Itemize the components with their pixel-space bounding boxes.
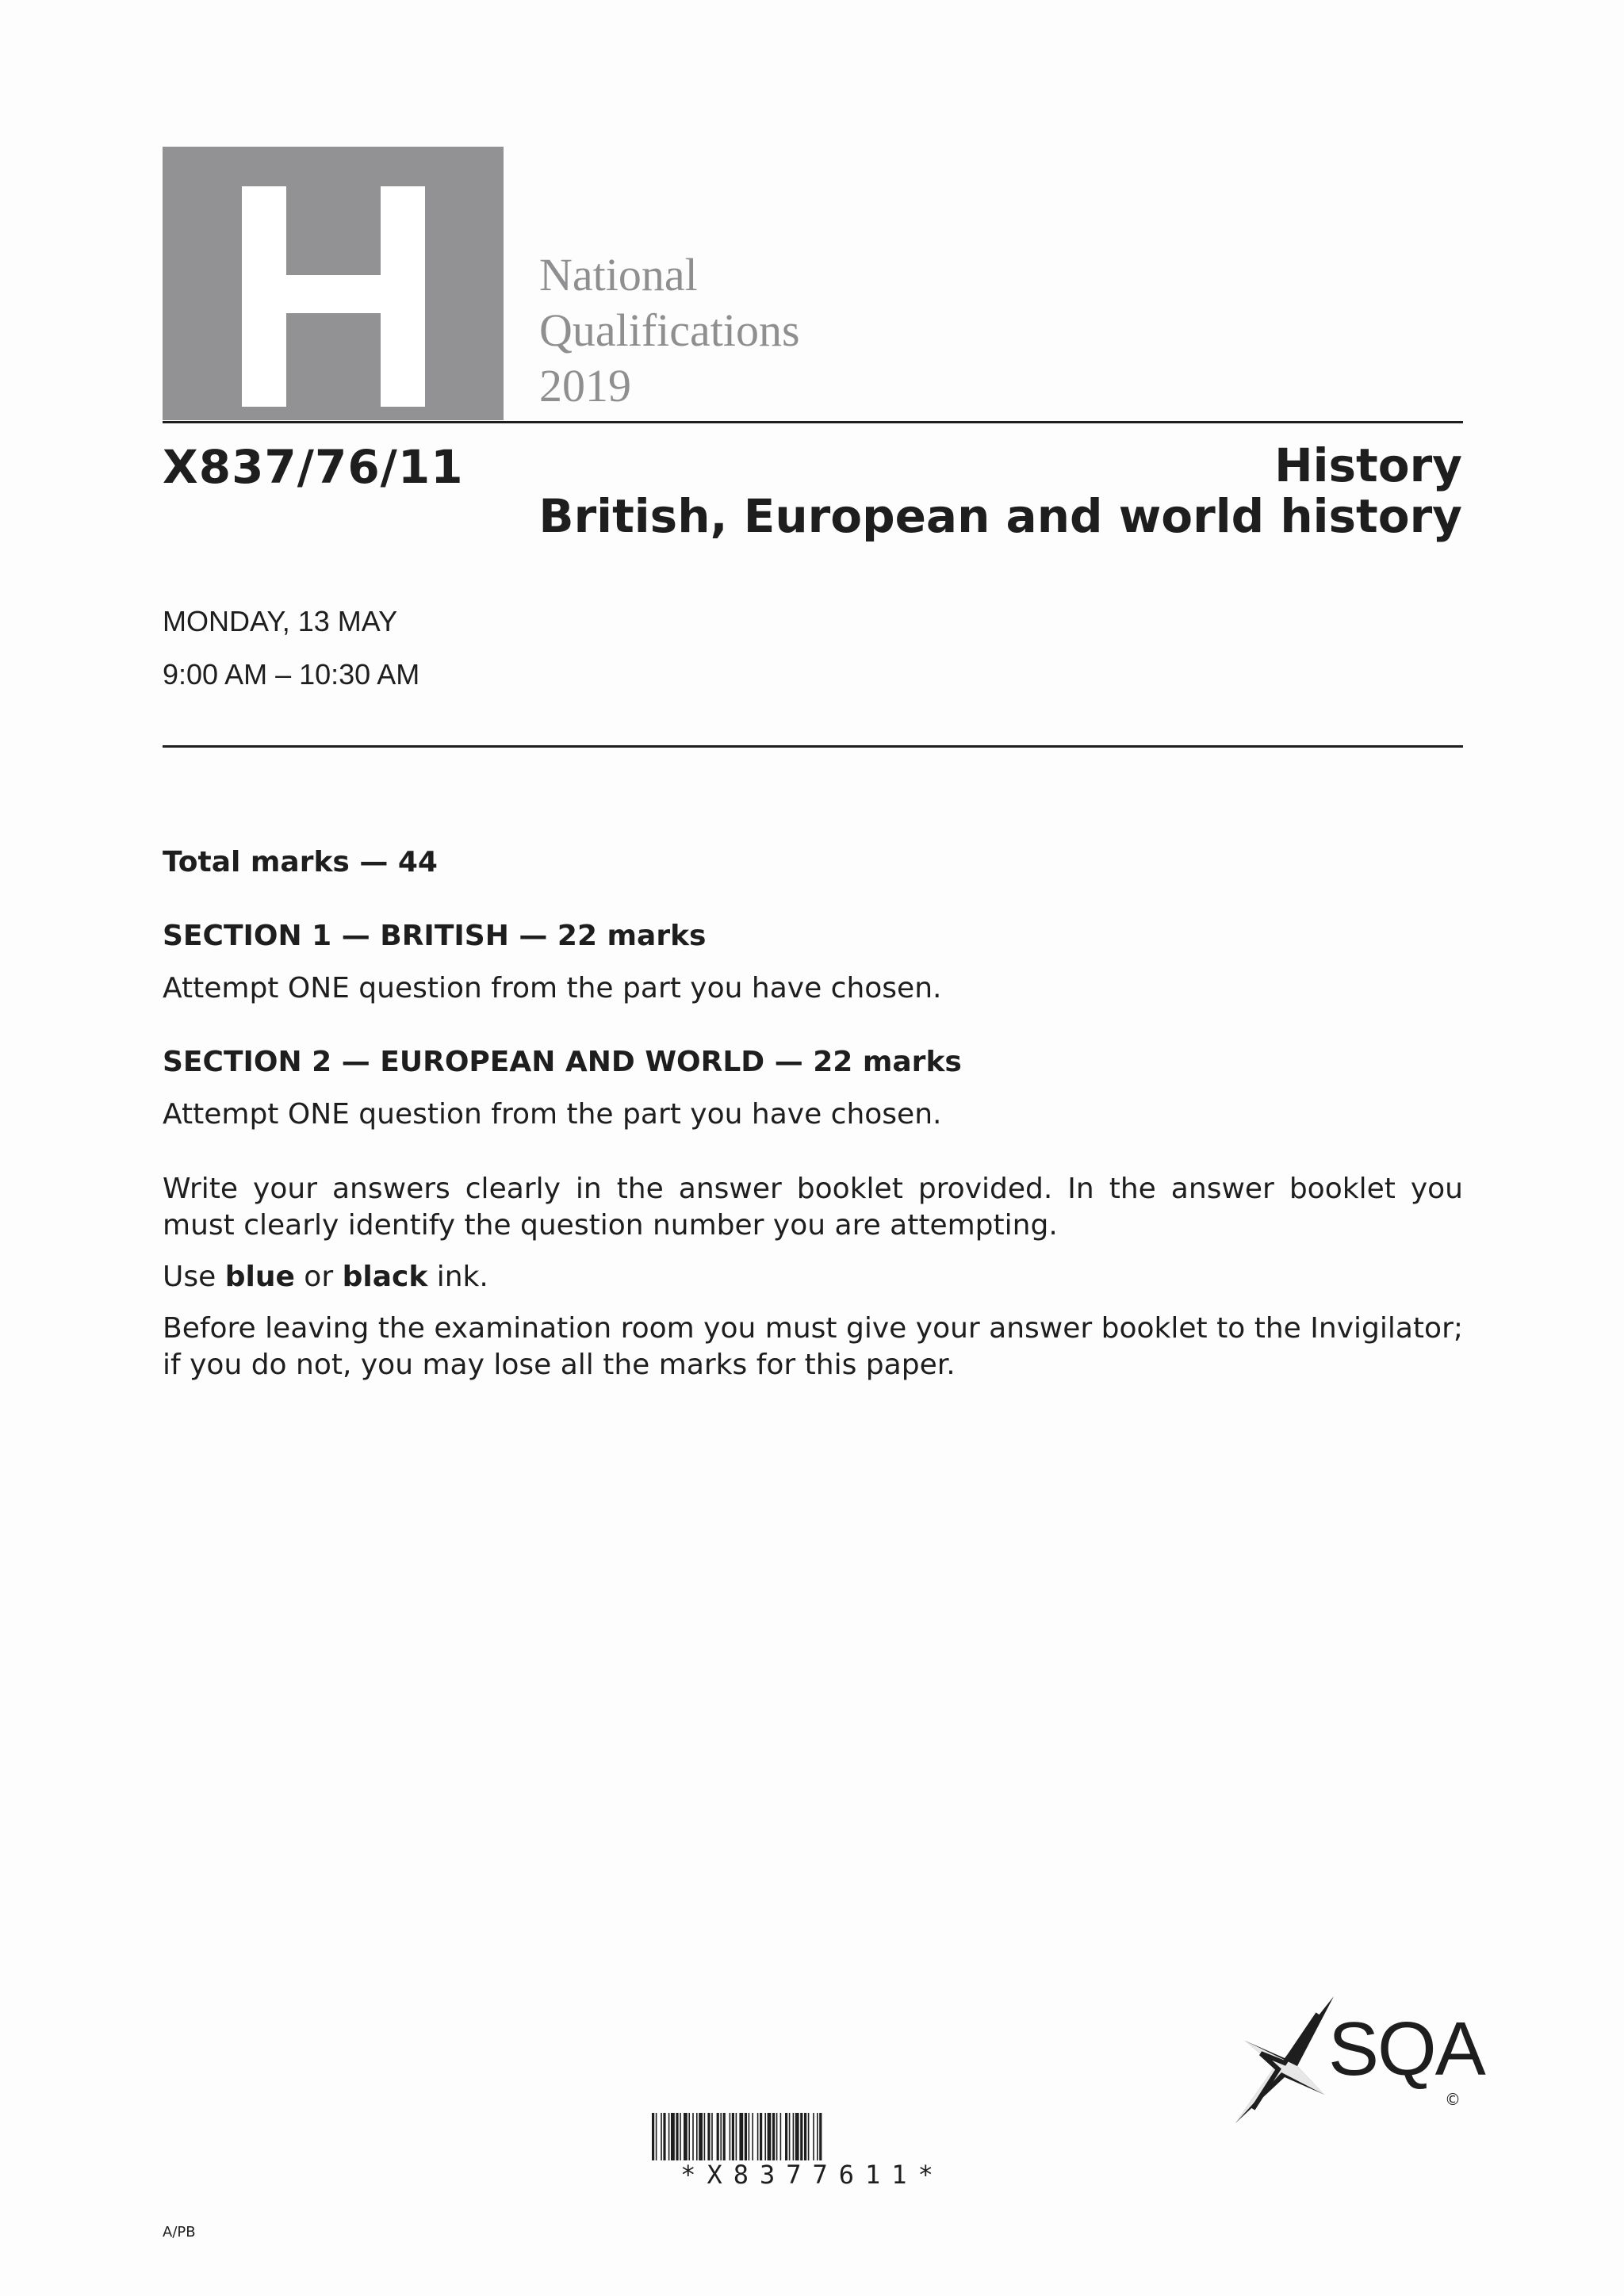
ink-blue: blue — [224, 1261, 295, 1293]
barcode-bar — [808, 2113, 810, 2160]
barcode-bar — [711, 2113, 713, 2160]
date-divider — [163, 745, 1463, 748]
total-marks: Total marks — 44 — [163, 846, 438, 878]
nq-year: 2019 — [539, 360, 631, 411]
barcode-text: *X8377611* — [680, 2160, 944, 2190]
paper-subject: History — [1274, 438, 1462, 492]
ink-pre: Use — [163, 1261, 225, 1293]
barcode-bar — [663, 2113, 665, 2160]
barcode-bar — [680, 2113, 681, 2160]
sqa-saltire-icon — [1229, 1990, 1340, 2125]
barcode-bar — [795, 2113, 799, 2160]
section2-title: SECTION 2 — EUROPEAN AND WORLD — 22 marks — [163, 1046, 962, 1078]
barcode-bar — [785, 2113, 787, 2160]
section2-text: Attempt ONE question from the part you have chosen. — [163, 1098, 942, 1131]
national-qualifications-label — [539, 247, 856, 414]
barcode-bar — [652, 2113, 654, 2160]
barcode-bar — [720, 2113, 722, 2160]
exam-time: 9:00 AM – 10:30 AM — [163, 658, 420, 691]
barcode-bar — [760, 2113, 762, 2160]
barcode-bar — [684, 2113, 688, 2160]
barcode-bar — [757, 2113, 759, 2160]
before-leaving-instruction: Before leaving the examination room you must give your answer booklet to the Invigilator; if you do not, you may lose all the marks for this paper. — [163, 1312, 1463, 1381]
barcode-bar — [789, 2113, 791, 2160]
barcode-bar — [776, 2113, 778, 2160]
barcode-bar — [817, 2113, 818, 2160]
barcode-bar — [661, 2113, 662, 2160]
barcode-bar — [813, 2113, 814, 2160]
barcode-bar — [699, 2113, 703, 2160]
section1-title: SECTION 1 — BRITISH — 22 marks — [163, 920, 707, 952]
barcode-bar — [819, 2113, 822, 2160]
ink-black: black — [342, 1261, 428, 1293]
barcode-bar — [764, 2113, 766, 2160]
paper-subtitle: British, European and world history — [538, 489, 1462, 543]
barcode-bar — [732, 2113, 734, 2160]
barcode-bar — [723, 2113, 726, 2160]
header-divider — [163, 421, 1463, 423]
section1-text: Attempt ONE question from the part you have chosen. — [163, 972, 942, 1004]
barcode-bar — [739, 2113, 743, 2160]
sqa-logo — [1229, 1990, 1484, 2125]
ink-or: or — [294, 1261, 343, 1293]
barcode-bar — [668, 2113, 670, 2160]
level-h-logo — [163, 147, 504, 420]
copyright-symbol: © — [1445, 2090, 1461, 2109]
barcode-bar — [696, 2113, 698, 2160]
barcode-bar — [730, 2113, 731, 2160]
barcode-bar — [749, 2113, 750, 2160]
barcode-bar — [745, 2113, 747, 2160]
nq-line2: Qualifications — [539, 304, 800, 356]
paper-subject-block — [538, 440, 1462, 541]
ink-instruction — [163, 1259, 1463, 1295]
barcode-bar — [656, 2113, 657, 2160]
footer-code: A/PB — [163, 2224, 196, 2241]
nq-line1: National — [539, 249, 698, 300]
barcode-bar — [692, 2113, 694, 2160]
paper-code: X837/76/11 — [163, 440, 464, 494]
barcode-bar — [768, 2113, 772, 2160]
barcode-bar — [707, 2113, 710, 2160]
barcode-bar — [688, 2113, 690, 2160]
sqa-logo-text: SQA — [1328, 2007, 1484, 2091]
barcode-bar — [671, 2113, 675, 2160]
barcode-bar — [717, 2113, 719, 2160]
barcode-bar — [800, 2113, 802, 2160]
exam-date: MONDAY, 13 MAY — [163, 605, 398, 637]
barcode-bar — [793, 2113, 795, 2160]
ink-post: ink. — [427, 1261, 488, 1293]
barcode-bar — [804, 2113, 806, 2160]
barcode-bar — [772, 2113, 775, 2160]
write-answers-instruction: Write your answers clearly in the answer booklet provided. In the answer booklet you must clearly identify the question number you are attempting. — [163, 1173, 1463, 1242]
barcode-bar — [736, 2113, 737, 2160]
barcode-bar — [752, 2113, 753, 2160]
barcode-bar — [676, 2113, 678, 2160]
barcode-bar — [780, 2113, 782, 2160]
barcode — [652, 2113, 973, 2160]
barcode-bar — [704, 2113, 706, 2160]
